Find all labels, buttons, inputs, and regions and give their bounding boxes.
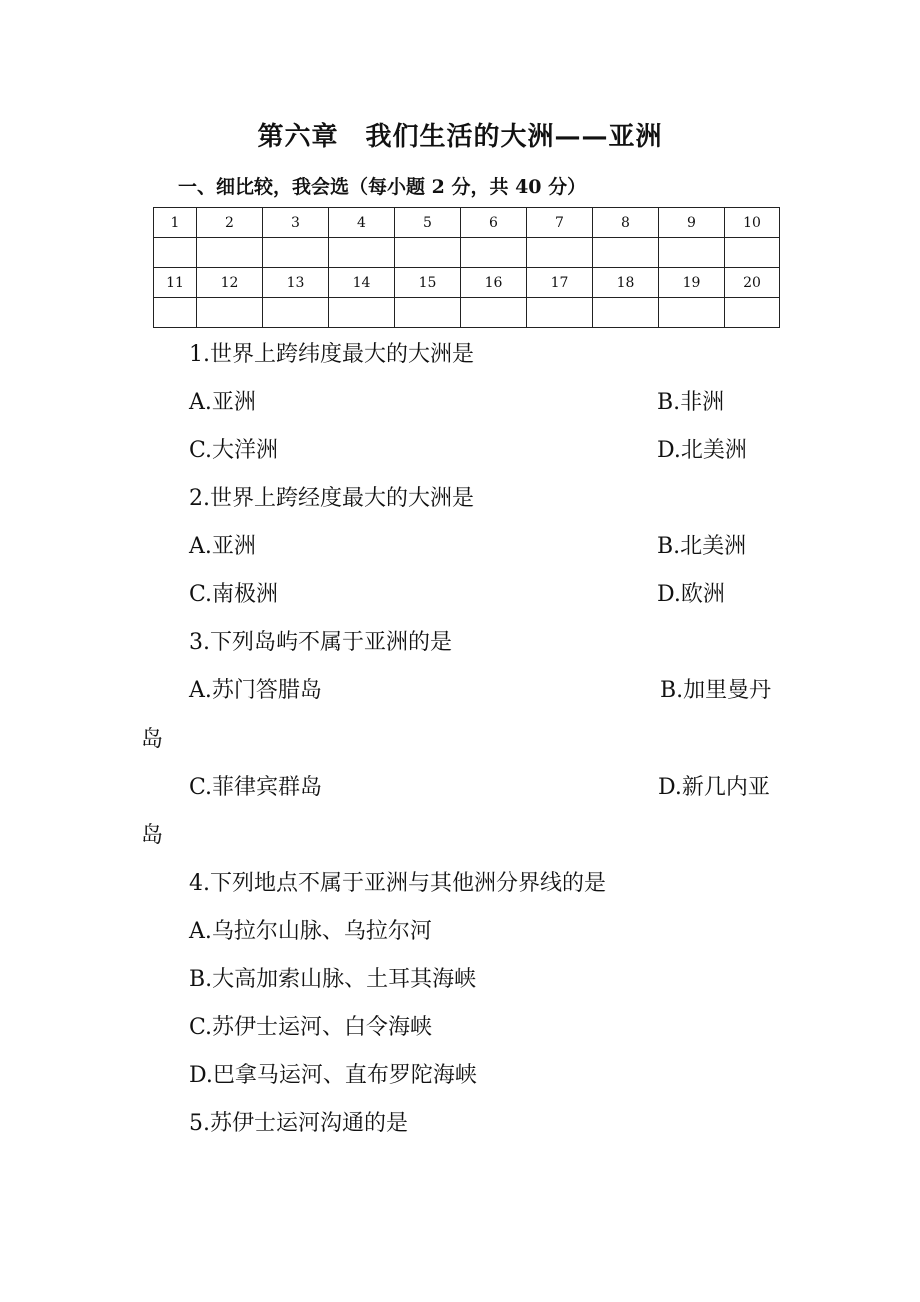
- grid-number-cell: 10: [725, 208, 780, 238]
- answer-cell[interactable]: [593, 238, 659, 268]
- grid-number-cell: 2: [197, 208, 263, 238]
- answer-cell[interactable]: [395, 298, 461, 328]
- answer-cell[interactable]: [659, 238, 725, 268]
- grid-number-cell: 5: [395, 208, 461, 238]
- answer-cell[interactable]: [154, 298, 197, 328]
- grid-number-cell: 8: [593, 208, 659, 238]
- answer-grid-number-row-2: [154, 268, 780, 298]
- grid-number-cell: 3: [263, 208, 329, 238]
- answer-cell[interactable]: [527, 238, 593, 268]
- question-1-option-b[interactable]: B.非洲: [657, 390, 725, 415]
- question-3-stem: 3.下列岛屿不属于亚洲的是: [189, 630, 452, 655]
- answer-cell[interactable]: [197, 298, 263, 328]
- grid-number-cell: 1: [154, 208, 197, 238]
- grid-number-cell: 19: [659, 268, 725, 298]
- answer-cell[interactable]: [461, 238, 527, 268]
- grid-number-cell: 6: [461, 208, 527, 238]
- question-3-option-b[interactable]: B.加里曼丹: [660, 678, 772, 703]
- answer-cell[interactable]: [329, 238, 395, 268]
- answer-grid: [153, 207, 780, 328]
- question-1-option-c[interactable]: C.大洋洲: [189, 438, 279, 463]
- section-heading: 一、细比较，我会选（每小题 2 分，共 40 分）: [178, 176, 587, 198]
- page-title: 第六章 我们生活的大洲——亚洲: [257, 122, 663, 152]
- answer-grid-answer-row-2: [154, 298, 780, 328]
- grid-number-cell: 12: [197, 268, 263, 298]
- question-4-option-b[interactable]: B.大高加索山脉、土耳其海峡: [189, 967, 477, 992]
- question-2-option-d[interactable]: D.欧洲: [657, 582, 725, 607]
- answer-cell[interactable]: [593, 298, 659, 328]
- grid-number-cell: 4: [329, 208, 395, 238]
- answer-grid-answer-row-1: [154, 238, 780, 268]
- grid-number-cell: 16: [461, 268, 527, 298]
- answer-cell[interactable]: [263, 238, 329, 268]
- answer-grid-number-row-1: [154, 208, 780, 238]
- grid-number-cell: 14: [329, 268, 395, 298]
- answer-cell[interactable]: [154, 238, 197, 268]
- grid-number-cell: 13: [263, 268, 329, 298]
- grid-number-cell: 20: [725, 268, 780, 298]
- answer-cell[interactable]: [527, 298, 593, 328]
- grid-number-cell: 9: [659, 208, 725, 238]
- question-5-stem: 5.苏伊士运河沟通的是: [189, 1111, 408, 1136]
- question-2-option-b[interactable]: B.北美洲: [657, 534, 747, 559]
- question-4-option-a[interactable]: A.乌拉尔山脉、乌拉尔河: [189, 919, 432, 944]
- question-4-option-d[interactable]: D.巴拿马运河、直布罗陀海峡: [189, 1063, 477, 1088]
- grid-number-cell: 11: [154, 268, 197, 298]
- question-3-option-d[interactable]: D.新几内亚: [658, 775, 770, 800]
- question-2-option-a[interactable]: A.亚洲: [189, 534, 256, 559]
- grid-number-cell: 15: [395, 268, 461, 298]
- answer-cell[interactable]: [197, 238, 263, 268]
- answer-cell[interactable]: [461, 298, 527, 328]
- answer-cell[interactable]: [725, 298, 780, 328]
- question-1-option-d[interactable]: D.北美洲: [657, 438, 747, 463]
- question-2-option-c[interactable]: C.南极洲: [189, 582, 279, 607]
- question-2-stem: 2.世界上跨经度最大的大洲是: [189, 486, 474, 511]
- grid-number-cell: 7: [527, 208, 593, 238]
- answer-cell[interactable]: [395, 238, 461, 268]
- question-4-option-c[interactable]: C.苏伊士运河、白令海峡: [189, 1015, 433, 1040]
- answer-cell[interactable]: [725, 238, 780, 268]
- grid-number-cell: 18: [593, 268, 659, 298]
- answer-cell[interactable]: [263, 298, 329, 328]
- question-3-option-d-wrap: 岛: [141, 823, 164, 848]
- question-4-stem: 4.下列地点不属于亚洲与其他洲分界线的是: [189, 871, 606, 896]
- grid-number-cell: 17: [527, 268, 593, 298]
- answer-cell[interactable]: [329, 298, 395, 328]
- answer-cell[interactable]: [659, 298, 725, 328]
- question-3-option-a[interactable]: A.苏门答腊岛: [189, 678, 322, 703]
- question-1-option-a[interactable]: A.亚洲: [189, 390, 256, 415]
- question-3-option-c[interactable]: C.菲律宾群岛: [189, 775, 323, 800]
- question-1-stem: 1.世界上跨纬度最大的大洲是: [189, 342, 474, 367]
- question-3-option-b-wrap: 岛: [141, 727, 164, 752]
